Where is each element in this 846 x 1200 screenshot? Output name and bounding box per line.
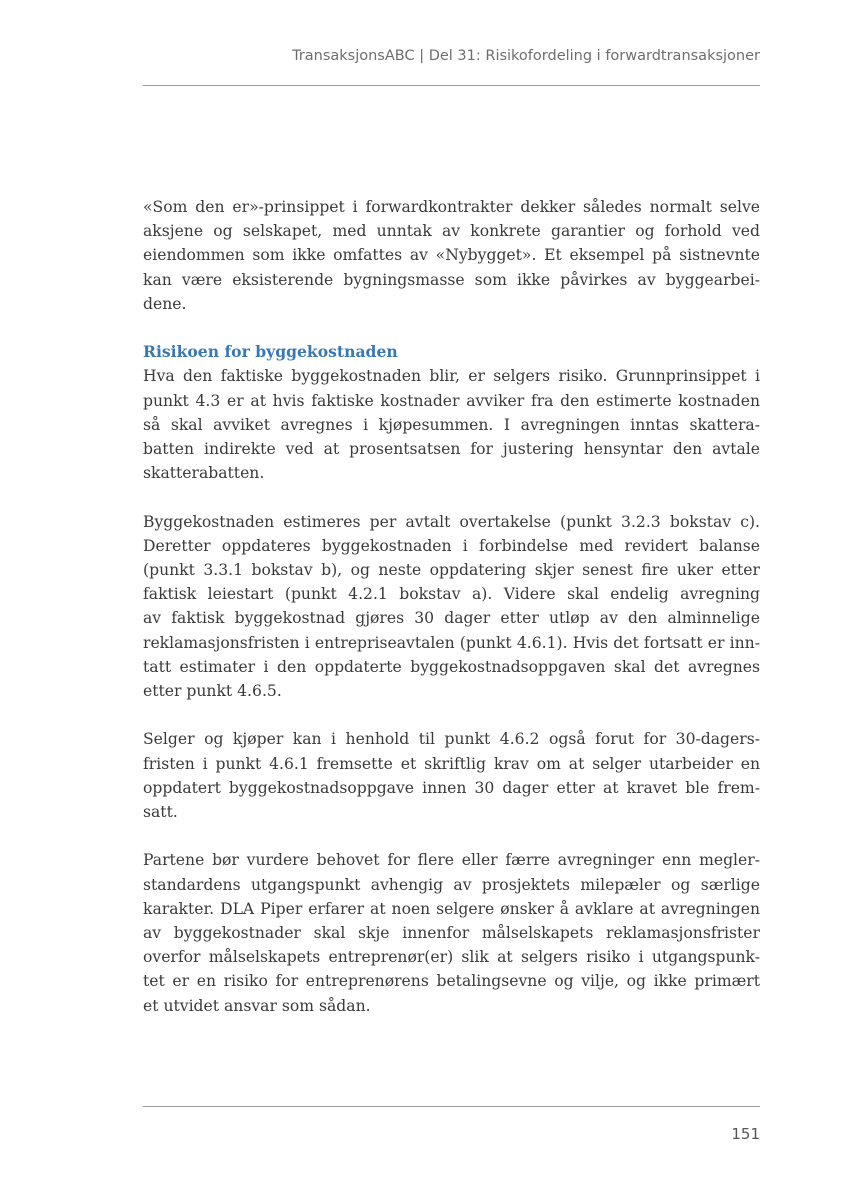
text-line: Deretter oppdateres byggekostnaden i forbindelse med revidert balanse [143,536,760,555]
text-line: kan være eksisterende bygningsmasse som ikke påvirkes av byggearbei- [143,270,760,289]
page-number: 151 [731,1125,760,1143]
text-line: dene. [143,294,187,313]
paragraph-1 [143,195,760,316]
text-line: oppdatert byggekostnadsoppgave innen 30 dager etter at kravet ble frem- [143,778,760,797]
header-divider [143,85,760,86]
text-line: aksjene og selskapet, med unntak av konkrete garantier og forhold ved [143,222,760,241]
paragraph-2 [143,364,760,485]
text-line: Hva den faktiske byggekostnaden blir, er selgers risiko. Grunnprinsippet i [143,367,760,386]
paragraph-5 [143,848,760,1017]
text-line: reklamasjonsfristen i entrepriseavtalen (punkt 4.6.1). Hvis det fortsatt er inn- [143,633,760,652]
section-heading: Risikoen for byggekostnaden [143,342,398,362]
running-header: TransaksjonsABC | Del 31: Risikofordeling i forwardtransaksjoner [292,48,760,64]
text-line: skatterabatten. [143,464,265,483]
text-line: standardens utgangspunkt avhengig av prosjektets milepæler og særlige [143,875,760,894]
text-line: av byggekostnader skal skje innenfor målselskapets reklamasjonsfrister [143,924,760,943]
text-line: eiendommen som ikke omfattes av «Nybygget». Et eksempel på sistnevnte [143,246,760,265]
footer-divider [143,1106,760,1107]
text-line: så skal avviket avregnes i kjøpesummen. I avregningen inntas skattera- [143,415,760,434]
text-line: «Som den er»-prinsippet i forwardkontrakter dekker således normalt selve [143,198,760,216]
text-line: overfor målselskapets entreprenør(er) slik at selgers risiko i utgangspunk- [143,948,760,967]
text-line: batten indirekte ved at prosentsatsen for justering hensyntar den avtale [143,440,760,459]
text-line: tet er en risiko for entreprenørens betalingsevne og vilje, og ikke primært [143,972,760,991]
text-line: Partene bør vurdere behovet for flere eller færre avregninger enn megler- [143,851,760,870]
text-line: et utvidet ansvar som sådan. [143,996,371,1015]
text-line: tatt estimater i den oppdaterte byggekostnadsoppgaven skal det avregnes [143,657,760,676]
text-line: (punkt 3.3.1 bokstav b), og neste oppdatering skjer senest fire uker etter [143,561,760,580]
text-line: karakter. DLA Piper erfarer at noen selgere ønsker å avklare at avregningen [143,899,760,918]
text-line: etter punkt 4.6.5. [143,682,282,701]
paragraph-4 [143,727,760,824]
text-line: Selger og kjøper kan i henhold til punkt 4.6.2 også forut for 30-dagers- [143,730,760,749]
text-line: fristen i punkt 4.6.1 fremsette et skriftlig krav om at selger utarbeider en [143,754,760,773]
text-line: punkt 4.3 er at hvis faktiske kostnader avviker fra den estimerte kostnaden [143,391,760,410]
paragraph-3 [143,510,760,704]
page-body [143,195,760,1042]
text-line: Byggekostnaden estimeres per avtalt overtakelse (punkt 3.2.3 bokstav c). [143,512,760,531]
text-line: faktisk leiestart (punkt 4.2.1 bokstav a). Videre skal endelig avregning [143,585,760,604]
text-line: satt. [143,803,178,822]
text-line: av faktisk byggekostnad gjøres 30 dager etter utløp av den alminnelige [143,609,760,628]
